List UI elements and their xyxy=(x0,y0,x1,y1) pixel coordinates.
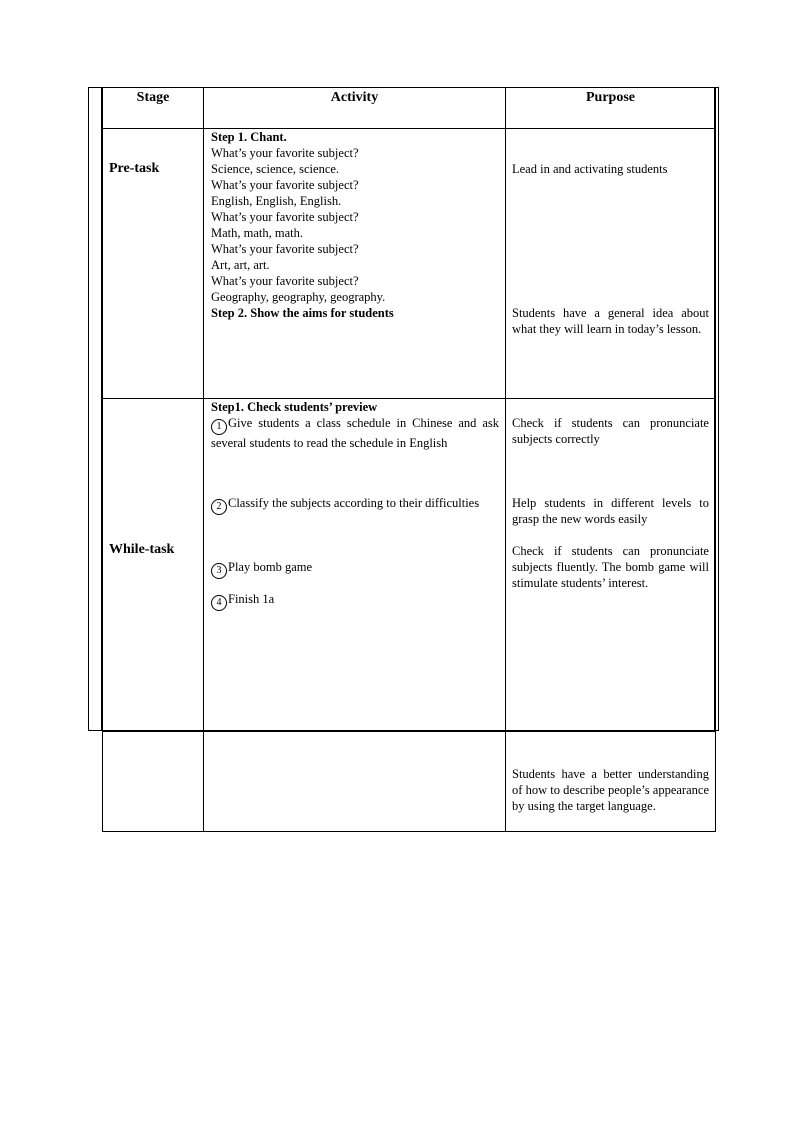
continuation-table xyxy=(102,731,716,832)
while-purpose-3: Check if students can pronunciate subjects fluently. The bomb game will stimulate students’ interest. xyxy=(512,544,709,590)
while-item-4 xyxy=(211,591,499,611)
header-row xyxy=(103,88,716,129)
chant-line: Math, math, math. xyxy=(211,226,303,240)
chant-line: Science, science, science. xyxy=(211,162,340,176)
continuation-activity xyxy=(204,731,506,831)
pre-task-stage: Pre-task xyxy=(103,129,204,399)
while-purpose-2: Help students in different levels to grasp the new words easily xyxy=(512,496,709,526)
while-item-text: Finish 1a xyxy=(228,592,275,606)
pre-purpose-2: Students have a general idea about what they will learn in today’s lesson. xyxy=(512,306,709,336)
while-task-purpose xyxy=(506,399,716,732)
continuation-stage xyxy=(103,731,204,831)
circled-number: 1 xyxy=(211,419,227,435)
continuation-purpose-text: Students have a better understanding of how to describe people’s appearance by using the target language. xyxy=(512,767,709,813)
continuation-purpose xyxy=(506,731,716,831)
while-item-3 xyxy=(211,559,499,591)
while-item-text: Play bomb game xyxy=(228,560,313,574)
chant-line: Geography, geography, geography. xyxy=(211,290,386,304)
pre-step2-title: Step 2. Show the aims for students xyxy=(211,306,394,320)
while-item-text: Give students a class schedule in Chinese and ask several students to read the schedule in English xyxy=(211,416,499,450)
pre-purpose-1: Lead in and activating students xyxy=(512,162,668,176)
chant-line: What’s your favorite subject? xyxy=(211,242,359,256)
while-item-1 xyxy=(211,415,499,495)
chant-line: What’s your favorite subject? xyxy=(211,274,359,288)
while-item-text: Classify the subjects according to their difficulties xyxy=(228,496,480,510)
continuation-row xyxy=(103,731,716,831)
pre-task-activity xyxy=(204,129,506,399)
chant-line: Art, art, art. xyxy=(211,258,270,272)
pre-step1-title: Step 1. Chant. xyxy=(211,130,287,144)
chant-line: What’s your favorite subject? xyxy=(211,210,359,224)
activity-header: Activity xyxy=(204,88,506,129)
circled-number: 4 xyxy=(211,595,227,611)
pre-task-purpose xyxy=(506,129,716,399)
while-task-stage: While-task xyxy=(103,399,204,732)
chant-line: English, English, English. xyxy=(211,194,342,208)
while-purpose-1: Check if students can pronunciate subjects correctly xyxy=(512,416,709,446)
while-task-row xyxy=(103,399,716,732)
chant-line: What’s your favorite subject? xyxy=(211,178,359,192)
purpose-header: Purpose xyxy=(506,88,716,129)
while-task-activity xyxy=(204,399,506,732)
pre-task-row xyxy=(103,129,716,399)
stage-header: Stage xyxy=(103,88,204,129)
circled-number: 2 xyxy=(211,499,227,515)
lesson-plan-table xyxy=(102,87,716,732)
while-step1-title: Step1. Check students’ preview xyxy=(211,400,378,414)
circled-number: 3 xyxy=(211,563,227,579)
chant-line: What’s your favorite subject? xyxy=(211,146,359,160)
while-item-2 xyxy=(211,495,499,559)
